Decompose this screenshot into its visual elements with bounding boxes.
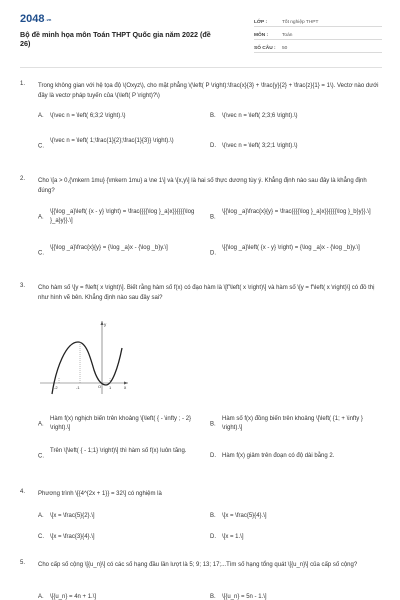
option-d[interactable]: D. \[{\log _a}\left( {x - y} \right) = {\log _a}x - {\log _b}y.\] (210, 245, 360, 257)
question-3: 3. Cho hàm số \[y = f\left( x \right)\]. Biết rằng hàm số f(x) có đạo hàm là \[f'\left( x \right)\] và hàm số \[y = f'\left( x \right)\] có đồ thị như hình vẽ bên. Khẳng định nào sau đây sai? A. Hàm f(x) nghịch biến trên khoảng \[\left( { - \infty ; - 2} \right).\] B. Hàm số f(x) đồng biến trên khoảng \[\left( {1; + \infty } \right).\] C. Trên \[\left( { - 1;1} \right)\] thì hàm số f(x) luôn tăng. D. Hàm f(x) giảm trên đoạn có độ dài bằng 2. (20, 283, 382, 473)
question-text: Phương trình \[{4^{2x + 1}} = 32\] có nghiệm là (38, 491, 162, 497)
meta-row-class: LỚP : Tốt nghiệp THPT (254, 14, 382, 27)
y-label: y (104, 322, 107, 327)
derivative-curve (52, 342, 122, 394)
question-5: 5. Cho cấp số cộng \[{u_n}\] có các số hạng đầu lần lượt là 5; 9; 13; 17;...Tìm số hạng tổng quát \[{u_n}\] của cấp số cộng? A. \[{u_n} = 4n + 1.\] B. \[{u_n} = 5n - 1.\] (20, 560, 382, 600)
brand-logo[interactable]: 2048.vn (20, 13, 52, 25)
question-number: 3. (20, 283, 26, 289)
tick-label-neg2: -2 (54, 385, 58, 390)
question-text: Trong không gian với hệ tọa độ \(Oxyz\), cho mặt phẳng \(\left( P \right):\frac{x}{3} + \frac{y}{2} + \frac{z}{1} = 1\). Vectơ nào dưới đây là vectơ pháp tuyến của \(\left( P \right)?\) (38, 83, 379, 99)
question-text: Cho hàm số \[y = f\left( x \right)\]. Biết rằng hàm số f(x) có đạo hàm là \[f'\left( x \right)\] và hàm số \[y = f'\left( x \right)\] có đồ thị như hình vẽ bên. Khẳng định nào sau đây sai? (38, 285, 375, 301)
question-number: 4. (20, 489, 26, 495)
question-number: 5. (20, 560, 26, 566)
meta-row-subject: MÔN : Toán (254, 27, 382, 40)
derivative-graph (38, 318, 130, 396)
option-a[interactable]: A. Hàm f(x) nghịch biến trên khoảng \[\left( { - \infty ; - 2} \right).\] (38, 416, 192, 431)
document-header (20, 13, 382, 59)
question-number: 2. (20, 176, 26, 182)
origin-label: O (98, 384, 102, 389)
question-1: 1. Trong không gian với hệ tọa độ \(Oxyz\), cho mặt phẳng \(\left( P \right):\frac{x}{3} + \frac{y}{2} + \frac{z}{1} = 1\). Vectơ nào dưới đây là vectơ pháp tuyến của \(\left( P \right)?\) A. \(\vec n = \left( 6;3;2 \right).\) B. \(\vec n = \left( 2;3;6 \right).\) C. \(\vec n = \left( 1;\frac{1}{2};\frac{1}{3}} \right).\) D. \(\vec n = \left( 3;2;1 \right).\) (20, 81, 382, 161)
header-divider (20, 67, 382, 68)
tick-label-1: 1 (109, 385, 112, 390)
option-c[interactable]: C. Trên \[\left( { - 1;1} \right)\] thì hàm số f(x) luôn tăng. (38, 448, 187, 460)
question-2 (20, 176, 382, 270)
x-label: x (124, 385, 127, 390)
option-c[interactable]: C. \[{\log _a}\frac{x}{y} = {\log _a}x - {\log _b}y.\] (38, 245, 168, 257)
question-text: Cho \[a > 0,{\mkern 1mu} {\mkern 1mu} a \ne 1\] và \[x,y\] là hai số thực dương tùy ý. Khẳng định nào sau đây là khẳng định đúng? (38, 178, 367, 194)
meta-table (254, 14, 382, 53)
tick-label-neg1: -1 (76, 385, 80, 390)
question-text: Cho cấp số cộng \[{u_n}\] có các số hạng đầu lần lượt là 5; 9; 13; 17;...Tìm số hạng tổng quát \[{u_n}\] của cấp số cộng? (38, 562, 358, 568)
option-c[interactable]: C. \(\vec n = \left( 1;\frac{1}{2};\frac{1}{3}} \right).\) (38, 138, 174, 150)
question-number: 1. (20, 81, 26, 87)
option-b[interactable]: B. \[{\log _a}\frac{x}{y} = \frac{{{{\log }_a}x}}{{{{\log }_b}y}}.\] (210, 209, 371, 221)
option-a[interactable]: A. \[{\log _a}\left( {x - y} \right) = \frac{{{{\log }_a}x}}{{{{\log }_a}y}}.\] (38, 209, 195, 224)
meta-row-count: SỐ CÂU : 50 (254, 40, 382, 53)
option-b[interactable]: B. Hàm số f(x) đồng biến trên khoảng \[\left( {1; + \infty } \right).\] (210, 416, 363, 431)
question-4: 4. Phương trình \[{4^{2x + 1}} = 32\] có nghiệm là A. \[x = \frac{5}{2}.\] B. \[x = \frac{5}{4}.\] C. \[x = \frac{3}{4}.\] D. \[x = 1.\] (20, 489, 382, 549)
document-title: Bộ đề minh họa môn Toán THPT Quốc gia năm 2022 (đề 26) (20, 30, 211, 48)
